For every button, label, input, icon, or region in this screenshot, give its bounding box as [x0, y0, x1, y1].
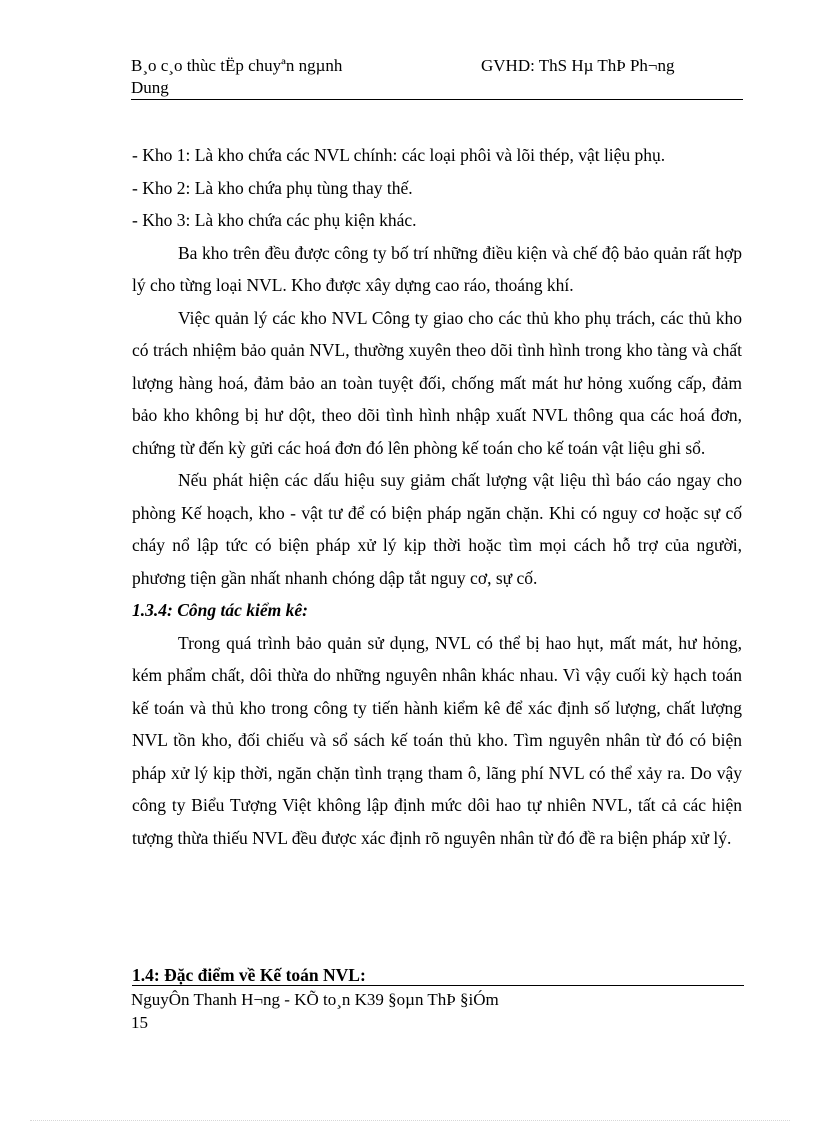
paragraph-quality-issues: Nếu phát hiện các dấu hiệu suy giảm chất lượng vật liệu thì báo cáo ngay cho phòng Kế hoạch, kho - vật tư để có biện pháp ngăn chặn. Khi có nguy cơ hoặc sự cố cháy nổ lập tức có biện pháp xử lý kịp thời hoặc tìm mọi cách hỗ trợ của người, phương tiện gần nhất nhanh chóng dập tắt nguy cơ, sự cố. [132, 470, 742, 588]
header-report-title: B¸o c¸o thùc tËp chuyªn ngµnh [131, 56, 343, 75]
bullet-kho-1: - Kho 1: Là kho chứa các NVL chính: các loại phôi và lõi thép, vật liệu phụ. [132, 145, 666, 165]
footer-rule [132, 985, 744, 986]
page-edge-divider [30, 1120, 790, 1121]
paragraph-storage-conditions: Ba kho trên đều được công ty bố trí những điều kiện và chế độ bảo quản rất hợp lý cho từng loại NVL. Kho được xây dựng cao ráo, thoáng khí. [132, 242, 742, 295]
bullet-kho-2: - Kho 2: Là kho chứa phụ tùng thay thế. [132, 177, 413, 198]
document-body [132, 139, 742, 854]
paragraph-inventory-check: Trong quá trình bảo quản sử dụng, NVL có thể bị hao hụt, mất mát, hư hỏng, kém phẩm chất, dôi thừa do những nguyên nhân khác nhau. Vì vậy cuối kỳ hạch toán kế toán và thủ kho trong công ty tiến hành kiểm kê để xác định số lượng, chất lượng NVL tồn kho, đối chiếu và sổ sách kế toán thủ kho. Tìm nguyên nhân từ đó có biện pháp xử lý kịp thời, ngăn chặn tình trạng tham ô, lãng phí NVL có thể xảy ra. Do vậy công ty Biểu Tượng Việt không lập định mức dôi hao tự nhiên NVL, tất cả các hiện tượng thừa thiếu NVL đều được xác định rõ nguyên nhân từ đó đề ra biện pháp xử lý. [132, 632, 742, 848]
header-supervisor: GVHD: ThS Hµ ThÞ Ph¬ng [481, 56, 675, 75]
section-heading-1-4: 1.4: Đặc điểm về Kế toán NVL: [132, 965, 366, 985]
paragraph-warehouse-management: Việc quản lý các kho NVL Công ty giao cho các thủ kho phụ trách, các thủ kho có trách nhiệm bảo quản NVL, thường xuyên theo dõi tình hình trong kho tàng và chất lượng hàng hoá, đảm bảo an toàn tuyệt đối, chống mất mát hư hỏng xuống cấp, đảm bảo kho không bị hư dột, theo dõi tình hình nhập xuất NVL thông qua các hoá đơn, chứng từ đến kỳ gửi các hoá đơn đó lên phòng kế toán cho kế toán vật liệu ghi sổ. [132, 307, 742, 458]
footer-author: NguyÔn Thanh H¬ng - KÕ to¸n K39 §oµn ThÞ §iÓm [131, 990, 499, 1009]
bullet-kho-3: - Kho 3: Là kho chứa các phụ kiện khác. [132, 210, 417, 230]
header-report-title-cont: Dung [131, 78, 169, 97]
page-number: 15 [131, 1013, 148, 1032]
section-heading-1-3-4: 1.3.4: Công tác kiểm kê: [132, 600, 308, 620]
header-rule [131, 99, 743, 100]
